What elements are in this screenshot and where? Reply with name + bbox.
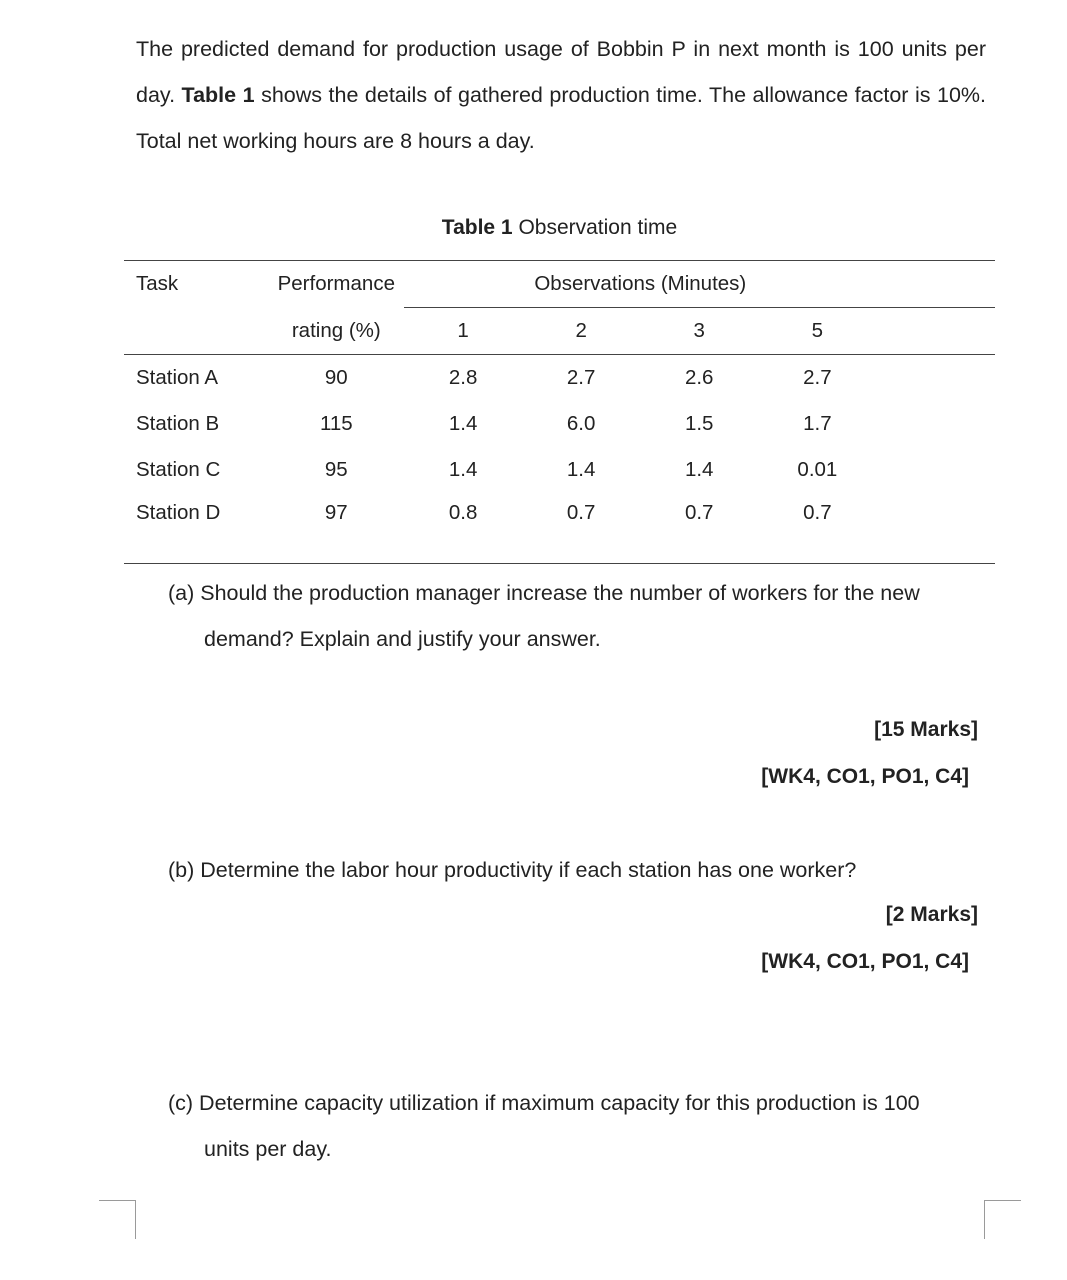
question-c-line-2: units per day. [204,1137,332,1161]
question-b [168,847,986,893]
table-caption-label: Table 1 [441,216,513,239]
header-pad-2 [877,308,995,355]
question-c-label: (c) [168,1091,194,1115]
header-obs-5: 5 [758,308,876,355]
cell-obs: 2.7 [803,366,832,389]
intro-text-2: shows the details of gathered production time. The allowance factor is 10%. Total net working hours are 8 hours a day. [136,83,986,153]
header-obs-3: 3 [640,308,758,355]
intro-text-1: The predicted demand for production usage of Bobbin P in next month is 100 units per day. [136,37,986,107]
cell-pad [877,447,995,493]
page-corner-mark-left [99,1200,136,1239]
cell-obs: 0.7 [640,493,758,564]
cell-obs: 1.4 [566,458,596,481]
header-obs-2: 2 [522,308,640,355]
table-row [124,355,995,402]
cell-rating: 115 [319,412,353,435]
question-a-line-2: demand? Explain and justify your answer. [204,627,601,651]
cell-obs: 0.7 [522,493,640,564]
cell-pad [877,401,995,447]
cell-rating: 97 [269,493,405,564]
question-b-label: (b) [168,858,195,882]
cell-obs: 0.01 [797,458,838,481]
cell-obs: 2.8 [448,366,478,389]
observation-table [124,260,995,564]
cell-obs: 1.4 [684,458,714,481]
question-a [168,570,986,662]
header-rating: rating (%) [269,308,405,355]
cell-obs: 0.8 [404,493,522,564]
table-header-row-2 [124,308,995,355]
cell-task: Station A [136,366,219,389]
cell-obs: 2.6 [684,366,714,389]
cell-obs: 6.0 [566,412,596,435]
question-a-marks: [15 Marks] [874,718,978,741]
cell-task: Station B [136,412,220,435]
table-row [124,493,995,564]
header-observations: Observations (Minutes) [404,261,876,308]
table-header-row-1 [124,261,995,308]
cell-rating: 90 [324,366,348,389]
cell-obs: 2.7 [566,366,596,389]
question-c-line-1: Determine capacity utilization if maximum capacity for this production is 100 [193,1091,920,1115]
header-task-blank [124,308,269,355]
table-caption [124,216,995,240]
question-c [168,1080,986,1172]
cell-obs: 1.5 [684,412,714,435]
cell-task: Station C [136,458,221,481]
question-b-line-1: Determine the labor hour productivity if each station has one worker? [194,858,857,882]
intro-table-ref: Table 1 [181,83,255,107]
cell-obs: 1.4 [448,458,478,481]
table-row [124,447,995,493]
header-task: Task [124,261,269,308]
question-a-codes: [WK4, CO1, PO1, C4] [761,765,969,788]
cell-obs: 1.4 [448,412,478,435]
question-b-marks: [2 Marks] [885,903,978,926]
cell-pad [877,493,995,564]
question-a-label: (a) [168,581,195,605]
table-caption-text: Observation time [512,216,678,239]
header-pad [877,261,995,308]
question-b-codes: [WK4, CO1, PO1, C4] [761,950,969,973]
page-corner-mark-right [984,1200,1021,1239]
cell-pad [877,355,995,402]
table-row [124,401,995,447]
question-a-line-1: Should the production manager increase the number of workers for the new [194,581,920,605]
cell-obs: 0.7 [758,493,876,564]
cell-obs: 1.7 [803,412,832,435]
header-performance: Performance [269,261,405,308]
intro-paragraph [136,26,986,164]
cell-rating: 95 [324,458,348,481]
cell-task: Station D [124,493,269,564]
header-obs-1: 1 [404,308,522,355]
